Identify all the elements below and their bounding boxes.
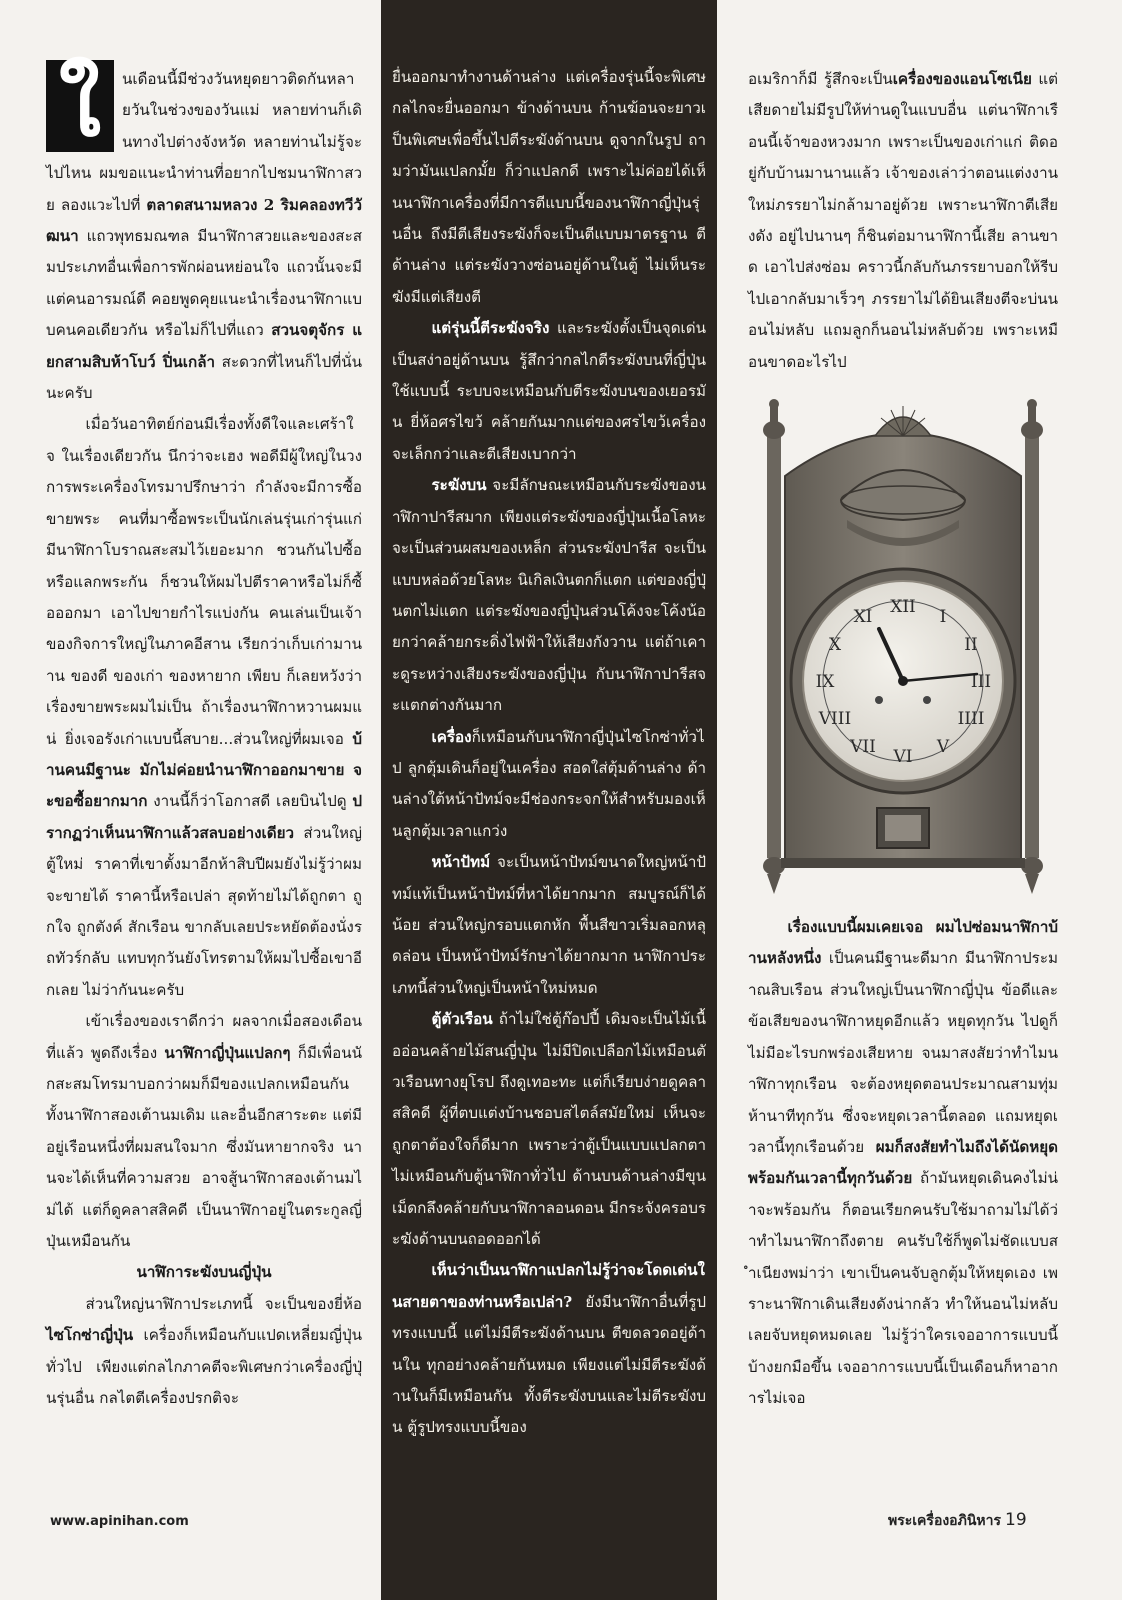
article-paragraph — [392, 62, 706, 313]
text-run: และระฆังตั้งเป็นจุดเด่นเป็นสง่าอยู่ด้านบน รู้สึกว่ากลไกตีระฆังบนที่ญี่ปุ่นใช้แบบนี้ ระบบจะเหมือนกับตีระฆังบนของเยอรมัน ยี่ห้อศรไขว้ คล้ายกันมากแต่ของศรไขว้เครื่องจะเล็กกว่าและตีเสียงเบากว่า — [392, 319, 706, 463]
article-paragraph — [392, 470, 706, 721]
text-run: ก็เหมือนกับนาฬิกาญี่ปุ่นไซโกซ่าทั่วไป ลูกตุ้มเดินก็อยู่ในเครื่อง สอดใส่ตุ้มด้านล่าง ด้านล่างใต้หน้าปัทม์จะมีช่องกระจกให้สำหรับมองเห็นลูกตุ้มเวลาแกว่ง — [392, 727, 706, 840]
section-subheading — [46, 1257, 362, 1288]
footer-website-url: www.apinihan.com — [50, 1514, 189, 1529]
text-run: จะเป็นหน้าปัทม์ขนาดใหญ่หน้าปัทม์แท้เป็นหน้าปัทม์ที่หาได้ยากมาก สมบูรณ์ก็ได้น้อย ส่วนใหญ่กรอบแตกหัก พื้นสีขาวเริ่มลอกหลุดล่อน เป็นหน้าปัทม์รักษาได้ยากมาก นาฬิกาประเภทนี้ส่วนใหญ่เป็นหน้าใหม่หมด — [392, 853, 706, 997]
bold-phrase: เครื่อง — [431, 727, 472, 746]
bold-phrase: ระฆังบน — [431, 476, 487, 495]
svg-text:III: III — [970, 672, 992, 693]
bold-phrase: ตลาดสนามหลวง 2 ริมคลองทวีวัฒนา — [46, 195, 362, 246]
svg-text:VII: VII — [850, 737, 876, 758]
right-paragraphs-bottom — [748, 912, 1058, 1415]
text-run: ส่วนใหญ่ตู้ใหม่ ราคาที่เขาตั้งมาอีกห้าสิบปีผมยังไม่รู้ว่าผมจะขายได้ ราคานี้หรือเปล่า สุดท้ายไม่ได้ถูกตา ถูกใจ ถูกตังค์ สักเรือน ขากลับเลยประหยัดต้องนั่งรถทัวร์กลับ แทบทุกวันยังโทรตามให้ผมไปซื้อเขาอีกเลย ไม่ว่ากันนะครับ — [46, 823, 362, 999]
article-paragraph — [392, 313, 706, 470]
left-paragraphs — [46, 64, 362, 1414]
text-run: ถ้ามันหยุดเดินคงไม่น่าจะพร้อมกัน ก็ตอนเรียกคนรับใช้มาถามไม่ได้ว่าทำไมนาฬิกาถึงตาย คนรับใช้ก็พูดไม่ชัดแบบสำเนียงพม่าว่า เขาเป็นคนจับลูกตุ้มให้หยุดเอง เพราะนาฬิกาเดินเสียงดังน่ากลัว ทำให้นอนไม่หลับ เลยจับหยุดหมดเลย ไม่รู้ว่าใครเจออาการแบบนี้บ้างยกมือขึ้น เจออาการแบบนี้เป็นเดือนก็หาอาการไม่เจอ — [748, 1169, 1058, 1408]
svg-text:VIII: VIII — [818, 709, 852, 730]
svg-text:I: I — [939, 607, 947, 628]
bold-phrase: เครื่องของแอนโซเนีย — [892, 70, 1032, 88]
text-run: เครื่องก็เหมือนกับแปดเหลี่ยมญี่ปุ่นทั่วไป เพียงแต่กลไกภาคตีจะพิเศษกว่าเครื่องญี่ปุ่นรุ่นอื่น กลไตตีเครื่องปรกติจะ — [46, 1326, 362, 1408]
text-run: แต่เสียดายไม่มีรูปให้ท่านดูในแบบอื่น แต่นาฬิกาเรือนนี้เจ้าของหวงมาก เพราะเป็นของเก่าแก่ ติดอยู่กับบ้านมานานแล้ว เจ้าของเล่าว่าตอนแต่งงานใหม่ภรรยาไม่กล้ามาอยู่ด้วย เพราะนาฬิกาตีเสียงดัง อยู่ไปนานๆ ก็ชินต่อมานาฬิกานี้เสีย ลานขาด เอาไปส่งซ่อม คราวนี้กลับกันภรรยาบอกให้รีบไปเอากลับมาเร็วๆ ภรรยาไม่ได้ยินเสียงตีจะบ่นนอนไม่หลับ แถมลูกก็นอนไม่หลับด้วย เพราะเหมือนขาดอะไรไป — [748, 70, 1058, 371]
svg-text:XII: XII — [890, 597, 916, 618]
article-paragraph — [748, 64, 1058, 378]
article-column-middle — [381, 0, 717, 1600]
text-run: เมื่อวันอาทิตย์ก่อนมีเรื่องทั้งดีใจและเศร้าใจ ในเรื่องเดียวกัน นึกว่าจะเฮง พอดีมีผู้ใหญ่ในวงการพระเครื่องโทรมาปรึกษาว่า กำลังจะมีการซื้อขายพระ คนที่มาซื้อพระเป็นนักเล่นรุ่นเก่ารุ่นแก่ มีนาฬิกาโบราณสะสมไว้เยอะมาก ชวนกันไปซื้อหรือแลกพระกัน ก็ชวนให้ผมไปตีราคาหรือไม่ก็ซื้อออกมา เอาไปขายกำไรแบ่งกัน คนเล่นเป็นเจ้าของกิจการใหญ่ในภาคอีสาน เรียกว่าเก็บเก่ามานาน ของดี ของเก่า ของหายาก เพียบ ก็เลยหวังว่าเรื่องขายพระผมไม่เป็น ถ้าเรื่องนาฬิกาหวานผมแน่ ยิ่งเจอรังเก่าแบบนี้สบาย...ส่วนใหญ่ที่ผมเจอ — [46, 415, 362, 748]
article-paragraph — [46, 1006, 362, 1257]
text-run: ถ้าไม่ใช่ตู้ก๊อปปี้ เดิมจะเป็นไม้เนื้ออ่อนคล้ายไม้สนญี่ปุ่น ไม่มีปิดเปลือกไม้เหมือนตัวเรือนทางยุโรป ถึงดูเทอะทะ แต่ก็เรียบง่ายดูคลาสสิคดี ผู้ที่ตบแต่งบ้านชอบสไตล์สมัยใหม่ เห็นจะถูกตาต้องใจก็ดีมาก เพราะว่าตู้เป็นแบบแปลกตาไม่เหมือนกับตู้นาฬิกาทั่วไป ด้านบนด้านล่างมีขุนเม็ดกลึงคล้ายกับนาฬิกาลอนดอน มีกระจังครอบระฆังด้านบนถอดออกได้ — [392, 1010, 706, 1249]
article-paragraph — [392, 847, 706, 1004]
text-run: สะดวกที่ไหนก็ไปที่นั่นนะครับ — [46, 352, 362, 403]
article-paragraph — [46, 1289, 362, 1415]
article-paragraph — [392, 722, 706, 848]
article-paragraph — [748, 912, 1058, 1415]
bold-phrase: นาฬิกาญี่ปุ่นแปลกๆ — [164, 1043, 291, 1062]
bold-phrase: แต่รุ่นนี้ตีระฆังจริง — [431, 319, 550, 338]
bold-phrase: สวนจตุจักร แยกสามสิบห้าโบว์ ปิ่นเกล้า — [46, 321, 362, 371]
bold-phrase: เรื่องแบบนี้ผมเคยเจอ ผมไปซ่อมนาฬิกาบ้านหลังหนึ่ง — [748, 918, 1058, 968]
text-run: ก็มีเพื่อนนักสะสมโทรมาบอกว่าผมก็มีของแปลกเหมือนกัน ทั้งนาฬิกาสองเต้านมเดิม และอื่นอีกสาระตะ แต่มีอยู่เรือนหนึ่งที่ผมสนใจมาก ซึ่งมันหายากจริง นานจะได้เห็นที่ความสวย อาจสู้นาฬิกาสองเต้านมไม่ได้ แต่ก็ดูคลาสสิคดี เป็นนาฬิกาอยู่ในตระกูลญี่ปุ่นเหมือนกัน — [46, 1043, 362, 1251]
page-number: 19 — [1005, 1510, 1027, 1530]
svg-text:IIII: IIII — [957, 709, 985, 730]
svg-text:V: V — [936, 737, 950, 758]
text-run: เข้าเรื่องของเราดีกว่า ผลจากเมื่อสองเดือนที่แล้ว พูดถึงเรื่อง — [46, 1012, 362, 1062]
text-run: ยื่นออกมาทำงานด้านล่าง แต่เครื่องรุ่นนี้จะพิเศษกลไกจะยื่นออกมา ข้างด้านบน ก้านฆ้อนจะยาวเป็นพิเศษเพื่อขึ้นไปตีระฆังด้านบน ดูจากในรูป ถามว่ามันแปลกมั้ย ก็ว่าแปลกดี เพราะไม่ค่อยได้เห็นนาฬิกาเครื่องที่มีการตีแบบนี้ของนาฬิกาญี่ปุ่นรุ่นอื่น ถึงมีตีเสียงระฆังก็จะเป็นตีแบบมาตรฐาน ตีด้านล่าง แต่ระฆังวางซ่อนอยู่ด้านในตู้ ไม่เห็นระฆังมีแต่เสียงตี — [392, 68, 706, 306]
bold-phrase: ไซโกซ่าญี่ปุ่น — [46, 1326, 134, 1345]
text-run: แถวพุทธมณฑล มีนาฬิกาสวยและของสะสมประเภทอื่นเพื่อการพักผ่อนหย่อนใจ แถวนั้นจะมีแต่คนอารมณ์ดี คอยพูดคุยแนะนำเรื่องนาฬิกาแบบคนคอเดียวกัน หรือไม่ก็ไปที่แถว — [46, 227, 362, 340]
svg-text:VI: VI — [893, 747, 913, 768]
bold-phrase: ตู้ตัวเรือน — [431, 1010, 493, 1029]
bold-phrase: นาฬิการะฆังบนญี่ปุ่น — [136, 1263, 272, 1282]
article-column-left — [46, 0, 362, 1414]
text-run: จะมีลักษณะเหมือนกับระฆังของนาฬิกาปารีสมาก เพียงแต่ระฆังของญี่ปุ่นเนื้อโลหะจะเป็นส่วนผสมของเหล็ก ส่วนระฆังปารีส จะเป็นแบบหล่อด้วยโลหะ นิเกิลเงินตกก็แตก แต่ของญี่ปุ่นตกไม่แตก แต่ระฆังของญี่ปุ่นส่วนโค้งจะโค้งน้อยกว่าคล้ายกระดิ่งไฟฟ้าให้เสียงกังวาน แต่ถ้าเคาะดูระหว่างเสียงระฆังของญี่ปุ่น กับนาฬิกาปารีสจะแตกต่างกันมาก — [392, 476, 706, 715]
svg-text:II: II — [964, 635, 978, 656]
bold-phrase: หน้าปัทม์ — [431, 853, 491, 872]
middle-paragraphs — [392, 62, 706, 1444]
text-run: นเดือนนี้มีช่วงวันหยุดยาวติดกันหลายวันในช่วงของวันแม่ หลายท่านก็เดินทางไปต่างจังหวัด หลายท่านไม่รู้จะไปไหน ผมขอแนะนำท่านที่อยากไปชมนาฬิกาสวย ลองแวะไปที่ — [46, 70, 362, 214]
svg-text:XI: XI — [853, 607, 873, 628]
text-run: ส่วนใหญ่นาฬิกาประเภทนี้ จะเป็นของยี่ห้อ — [85, 1294, 362, 1313]
bold-phrase: เห็นว่าเป็นนาฬิกาแปลกไม่รู้ว่าจะโดดเด่นในสายตาของท่านหรือเปล่า? — [392, 1261, 705, 1311]
bold-phrase: ผมก็สงสัยทำไมถึงได้นัดหยุดพร้อมกันเวลานี้ทุกวันด้วย — [748, 1137, 1058, 1188]
footer-magazine-name: พระเครื่องอภินิหาร — [888, 1513, 1001, 1529]
text-run: เป็นคนมีฐานะดีมาก มีนาฬิกาประมาณสิบเรือน ส่วนใหญ่เป็นนาฬิกาญี่ปุ่น ข้อดีและข้อเสียของนาฬิกาหยุดอีกแล้ว หยุดทุกวัน ไปดูก็ไม่มีอะไรบกพร่องเสียหาย จนมาสงสัยว่าทำไมนาฬิกาทุกเรือน จะต้องหยุดตอนประมาณสามทุ่มห้านาทีทุกวัน ซึ่งจะหยุดเวลานี้ตลอด แถมหยุดเวลานี้ทุกเรือนด้วย — [748, 949, 1058, 1156]
clock-photo — [748, 396, 1058, 902]
text-run: อเมริกาก็มี รู้สึกจะเป็น — [748, 70, 893, 88]
bold-phrase: บ้านคนมีฐานะ มักไม่ค่อยนำนาฬิกาออกมาขาย จะขอซื้อยากมาก — [46, 729, 362, 811]
article-paragraph — [46, 409, 362, 1006]
article-column-right — [748, 0, 1058, 1415]
bold-phrase: ปรากฏว่าเห็นนาฬิกาแล้วสลบอย่างเดียว — [46, 792, 362, 842]
article-paragraph — [392, 1004, 706, 1255]
article-paragraph — [392, 1255, 706, 1443]
dropcap-letter: ใ — [46, 60, 114, 152]
text-run: ยังมีนาฬิกาอื่นที่รูปทรงแบบนี้ แต่ไม่มีตีระฆังด้านบน ตีขดลวดอยู่ด้านใน ทุกอย่างคล้ายกันหมด เพียงแต่ไม่มีตีระฆังด้านในก็มีเหมือนกัน ทั้งตีระฆังบนและไม่ตีระฆังบน ตู้รูปทรงแบบนี้ของ — [392, 1292, 706, 1437]
text-run: งานนี้ก็ว่าโอกาสดี เลยบินไปดู — [147, 792, 353, 811]
svg-text:X: X — [828, 635, 842, 656]
footer-magazine — [888, 1510, 1027, 1532]
svg-text:IX: IX — [815, 672, 835, 693]
right-paragraphs-top — [748, 64, 1058, 378]
bell-top-wall-clock-icon — [753, 396, 1053, 902]
